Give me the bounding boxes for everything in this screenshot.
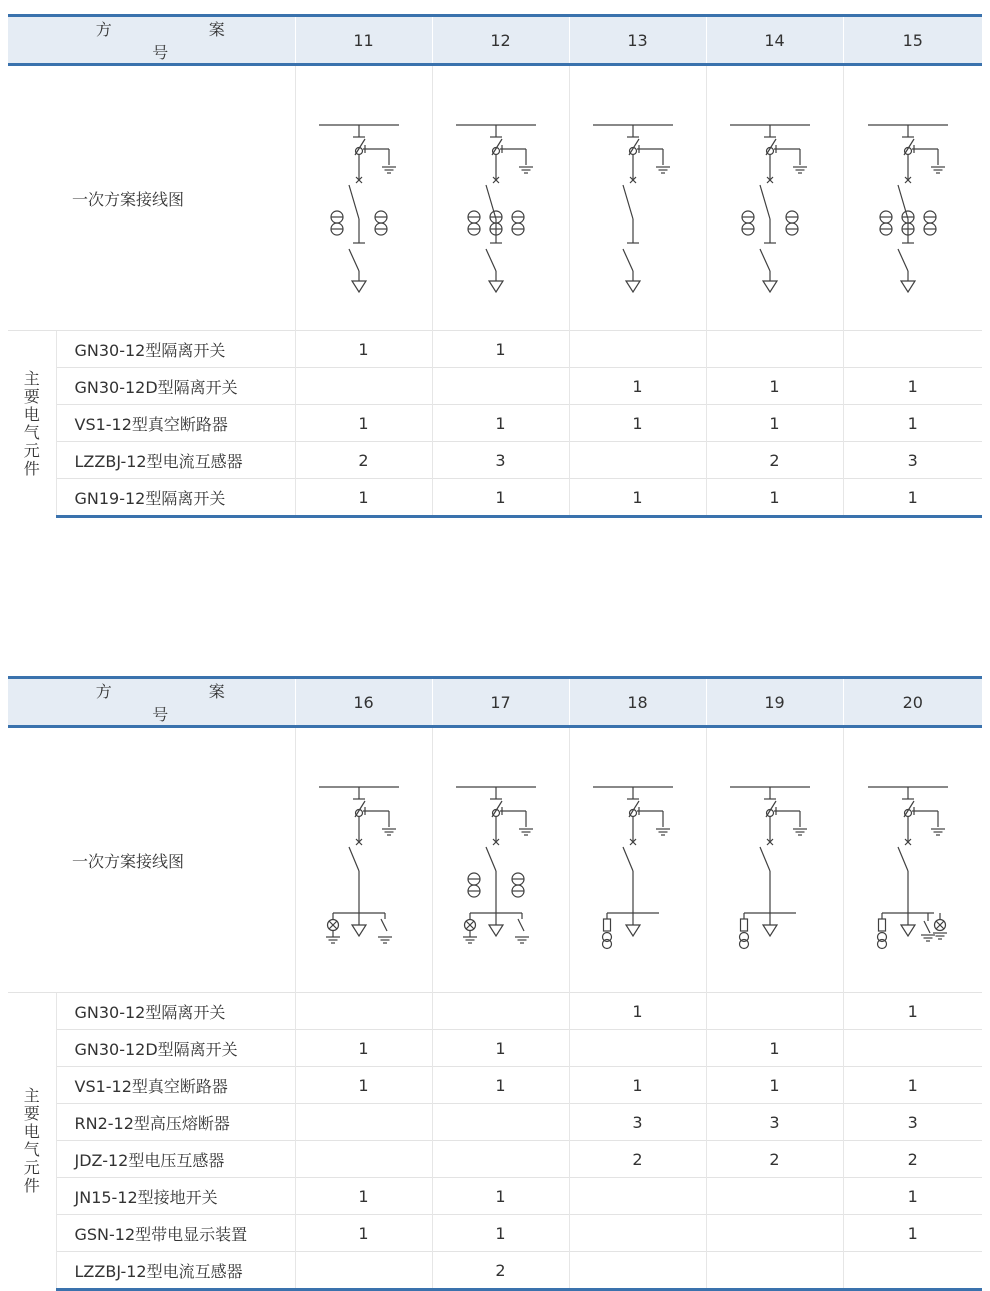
- component-quantity: 1: [569, 368, 706, 405]
- ground-icon: [326, 937, 340, 943]
- wiring-schematic-icon: [593, 93, 683, 303]
- component-name: JN15-12型接地开关: [56, 1178, 295, 1215]
- ground-icon: [382, 167, 396, 173]
- component-quantity: 1: [295, 1178, 432, 1215]
- scheme-number-13: 13: [569, 16, 706, 65]
- scheme-15-diagram: [843, 65, 982, 331]
- table-row: [8, 368, 982, 405]
- table-row: [8, 331, 982, 368]
- component-quantity: [295, 993, 432, 1030]
- component-quantity: 2: [706, 1141, 843, 1178]
- cable-terminal-icon: [901, 925, 915, 936]
- component-quantity: 1: [432, 479, 569, 517]
- table-row: [8, 1252, 982, 1290]
- component-quantity: 1: [432, 405, 569, 442]
- component-quantity: [569, 442, 706, 479]
- component-quantity: 1: [432, 1067, 569, 1104]
- diagram-row: [8, 727, 982, 993]
- ground-icon: [793, 167, 807, 173]
- ground-icon: [921, 935, 935, 941]
- component-quantity: 1: [432, 1178, 569, 1215]
- scheme-number-17: 17: [432, 678, 569, 727]
- switch-blade: [623, 847, 633, 871]
- component-quantity: 1: [706, 1067, 843, 1104]
- scheme-number-header: [8, 16, 295, 65]
- switch-blade: [760, 847, 770, 871]
- table-row: [8, 1104, 982, 1141]
- live-indicator-icon: [934, 920, 945, 931]
- ground-icon: [793, 829, 807, 835]
- ground-icon: [656, 167, 670, 173]
- component-group-label: [8, 331, 56, 517]
- component-name: RN2-12型高压熔断器: [56, 1104, 295, 1141]
- component-name: GN30-12型隔离开关: [56, 993, 295, 1030]
- ground-icon: [931, 167, 945, 173]
- cable-terminal-icon: [763, 281, 777, 292]
- current-transformer-icon: [786, 211, 798, 235]
- table-row: [8, 1030, 982, 1067]
- component-name: GN30-12D型隔离开关: [56, 368, 295, 405]
- component-quantity: 1: [295, 405, 432, 442]
- fuse-pt-icon: [602, 919, 611, 949]
- diagram-row: [8, 65, 982, 331]
- fuse-pt-icon: [877, 919, 886, 949]
- component-quantity: 1: [432, 1215, 569, 1252]
- component-group-text: 主要电气元件: [23, 368, 40, 478]
- component-quantity: [569, 1252, 706, 1290]
- component-quantity: [706, 1215, 843, 1252]
- component-quantity: [432, 993, 569, 1030]
- component-quantity: [843, 331, 982, 368]
- scheme-16-diagram: [295, 727, 432, 993]
- component-quantity: [295, 1141, 432, 1178]
- current-transformer-icon: [468, 873, 480, 897]
- cable-terminal-icon: [763, 925, 777, 936]
- component-quantity: [295, 1252, 432, 1290]
- component-quantity: 1: [569, 405, 706, 442]
- earthing-switch-blade: [623, 249, 633, 271]
- scheme-12-diagram: [432, 65, 569, 331]
- ground-icon: [656, 829, 670, 835]
- component-quantity: 1: [569, 1067, 706, 1104]
- scheme-number-19: 19: [706, 678, 843, 727]
- wiring-schematic-icon: [319, 93, 409, 303]
- component-name: GN19-12型隔离开关: [56, 479, 295, 517]
- current-transformer-icon: [512, 873, 524, 897]
- component-quantity: [295, 368, 432, 405]
- ground-icon: [463, 937, 477, 943]
- component-quantity: 3: [432, 442, 569, 479]
- scheme-number-header: [8, 678, 295, 727]
- table-row: [8, 1067, 982, 1104]
- diagram-label: 一次方案接线图: [72, 851, 185, 871]
- component-quantity: [569, 1215, 706, 1252]
- component-quantity: 1: [295, 479, 432, 517]
- scheme-number-12: 12: [432, 16, 569, 65]
- current-transformer-icon: [742, 211, 754, 235]
- component-quantity: 1: [432, 331, 569, 368]
- component-quantity: 1: [295, 1067, 432, 1104]
- scheme-11-diagram: [295, 65, 432, 331]
- component-quantity: [569, 1030, 706, 1067]
- scheme-20-diagram: [843, 727, 982, 993]
- wiring-schematic-icon: [593, 755, 683, 965]
- wiring-schematic-icon: [868, 755, 958, 965]
- component-quantity: 2: [569, 1141, 706, 1178]
- component-quantity: 1: [706, 479, 843, 517]
- component-quantity: [706, 331, 843, 368]
- switch-blade: [898, 847, 908, 871]
- table-row: [8, 993, 982, 1030]
- component-quantity: 2: [843, 1141, 982, 1178]
- live-indicator-icon: [464, 920, 475, 931]
- component-quantity: 1: [295, 1030, 432, 1067]
- component-quantity: 1: [843, 1067, 982, 1104]
- component-quantity: [432, 1141, 569, 1178]
- scheme-number-16: 16: [295, 678, 432, 727]
- component-quantity: [569, 1178, 706, 1215]
- scheme-number-18: 18: [569, 678, 706, 727]
- scheme-17-diagram: [432, 727, 569, 993]
- component-quantity: [569, 331, 706, 368]
- cable-terminal-icon: [352, 925, 366, 936]
- component-quantity: 1: [295, 1215, 432, 1252]
- component-quantity: 1: [295, 331, 432, 368]
- component-quantity: [843, 1030, 982, 1067]
- ground-icon: [515, 937, 529, 943]
- switch-blade: [349, 847, 359, 871]
- component-quantity: 3: [706, 1104, 843, 1141]
- switch-blade: [760, 185, 770, 219]
- wiring-schematic-icon: [868, 93, 958, 303]
- component-quantity: 1: [706, 405, 843, 442]
- wiring-schematic-icon: [319, 755, 409, 965]
- table-row: [8, 442, 982, 479]
- component-name: VS1-12型真空断路器: [56, 405, 295, 442]
- ground-icon: [519, 829, 533, 835]
- component-quantity: 2: [706, 442, 843, 479]
- switch-blade: [486, 847, 496, 871]
- scheme-14-diagram: [706, 65, 843, 331]
- switch-blade: [349, 185, 359, 219]
- component-quantity: [295, 1104, 432, 1141]
- ground-icon: [519, 167, 533, 173]
- scheme-table-1: [8, 14, 982, 518]
- component-quantity: 1: [843, 1215, 982, 1252]
- table-row: [8, 405, 982, 442]
- component-quantity: 1: [843, 993, 982, 1030]
- component-quantity: [706, 1252, 843, 1290]
- ground-icon: [931, 829, 945, 835]
- wiring-schematic-icon: [730, 755, 820, 965]
- current-transformer-icon: [512, 211, 524, 235]
- scheme-number-20: 20: [843, 678, 982, 727]
- cable-terminal-icon: [626, 925, 640, 936]
- cable-terminal-icon: [489, 925, 503, 936]
- component-quantity: 3: [843, 1104, 982, 1141]
- scheme-number-label: 方 案 号: [95, 682, 271, 724]
- cable-terminal-icon: [901, 281, 915, 292]
- component-quantity: 2: [432, 1252, 569, 1290]
- cable-terminal-icon: [489, 281, 503, 292]
- cable-terminal-icon: [352, 281, 366, 292]
- component-name: JDZ-12型电压互感器: [56, 1141, 295, 1178]
- earthing-switch-blade: [486, 249, 496, 271]
- component-quantity: [432, 1104, 569, 1141]
- switch-blade: [623, 185, 633, 219]
- table-header-row: [8, 16, 982, 65]
- scheme-13-diagram: [569, 65, 706, 331]
- component-quantity: 3: [843, 442, 982, 479]
- component-name: VS1-12型真空断路器: [56, 1067, 295, 1104]
- scheme-number-label: 方 案 号: [95, 20, 271, 62]
- ground-icon: [378, 937, 392, 943]
- wiring-schematic-icon: [730, 93, 820, 303]
- wiring-schematic-icon: [456, 93, 546, 303]
- live-indicator-icon: [327, 920, 338, 931]
- component-group-label: [8, 993, 56, 1290]
- component-name: GN30-12型隔离开关: [56, 331, 295, 368]
- component-name: GN30-12D型隔离开关: [56, 1030, 295, 1067]
- current-transformer-icon: [880, 211, 892, 235]
- component-quantity: 1: [843, 479, 982, 517]
- component-name: LZZBJ-12型电流互感器: [56, 442, 295, 479]
- component-quantity: 1: [706, 1030, 843, 1067]
- component-quantity: 1: [569, 993, 706, 1030]
- component-group-text: 主要电气元件: [23, 1086, 40, 1196]
- ground-icon: [382, 829, 396, 835]
- table-row: [8, 1178, 982, 1215]
- scheme-table-2: [8, 676, 982, 1291]
- component-quantity: 1: [843, 405, 982, 442]
- scheme-number-15: 15: [843, 16, 982, 65]
- scheme-number-14: 14: [706, 16, 843, 65]
- earthing-switch-blade: [349, 249, 359, 271]
- current-transformer-icon: [468, 211, 480, 235]
- component-name: LZZBJ-12型电流互感器: [56, 1252, 295, 1290]
- scheme-number-11: 11: [295, 16, 432, 65]
- table-row: [8, 1215, 982, 1252]
- current-transformer-icon: [375, 211, 387, 235]
- component-quantity: 2: [295, 442, 432, 479]
- table-header-row: [8, 678, 982, 727]
- current-transformer-icon: [924, 211, 936, 235]
- fuse-pt-icon: [739, 919, 748, 949]
- component-quantity: 1: [706, 368, 843, 405]
- earthing-switch-blade: [898, 249, 908, 271]
- component-quantity: [432, 368, 569, 405]
- scheme-19-diagram: [706, 727, 843, 993]
- table-row: [8, 1141, 982, 1178]
- component-quantity: 1: [843, 1178, 982, 1215]
- component-quantity: [843, 1252, 982, 1290]
- component-name: GSN-12型带电显示装置: [56, 1215, 295, 1252]
- diagram-label: 一次方案接线图: [72, 189, 185, 209]
- component-quantity: [706, 993, 843, 1030]
- earthing-switch-blade: [760, 249, 770, 271]
- table-row: [8, 479, 982, 517]
- cable-terminal-icon: [626, 281, 640, 292]
- component-quantity: 3: [569, 1104, 706, 1141]
- wiring-schematic-icon: [456, 755, 546, 965]
- scheme-18-diagram: [569, 727, 706, 993]
- ground-icon: [933, 933, 947, 939]
- component-quantity: 1: [569, 479, 706, 517]
- component-quantity: 1: [843, 368, 982, 405]
- current-transformer-icon: [331, 211, 343, 235]
- component-quantity: 1: [432, 1030, 569, 1067]
- component-quantity: [706, 1178, 843, 1215]
